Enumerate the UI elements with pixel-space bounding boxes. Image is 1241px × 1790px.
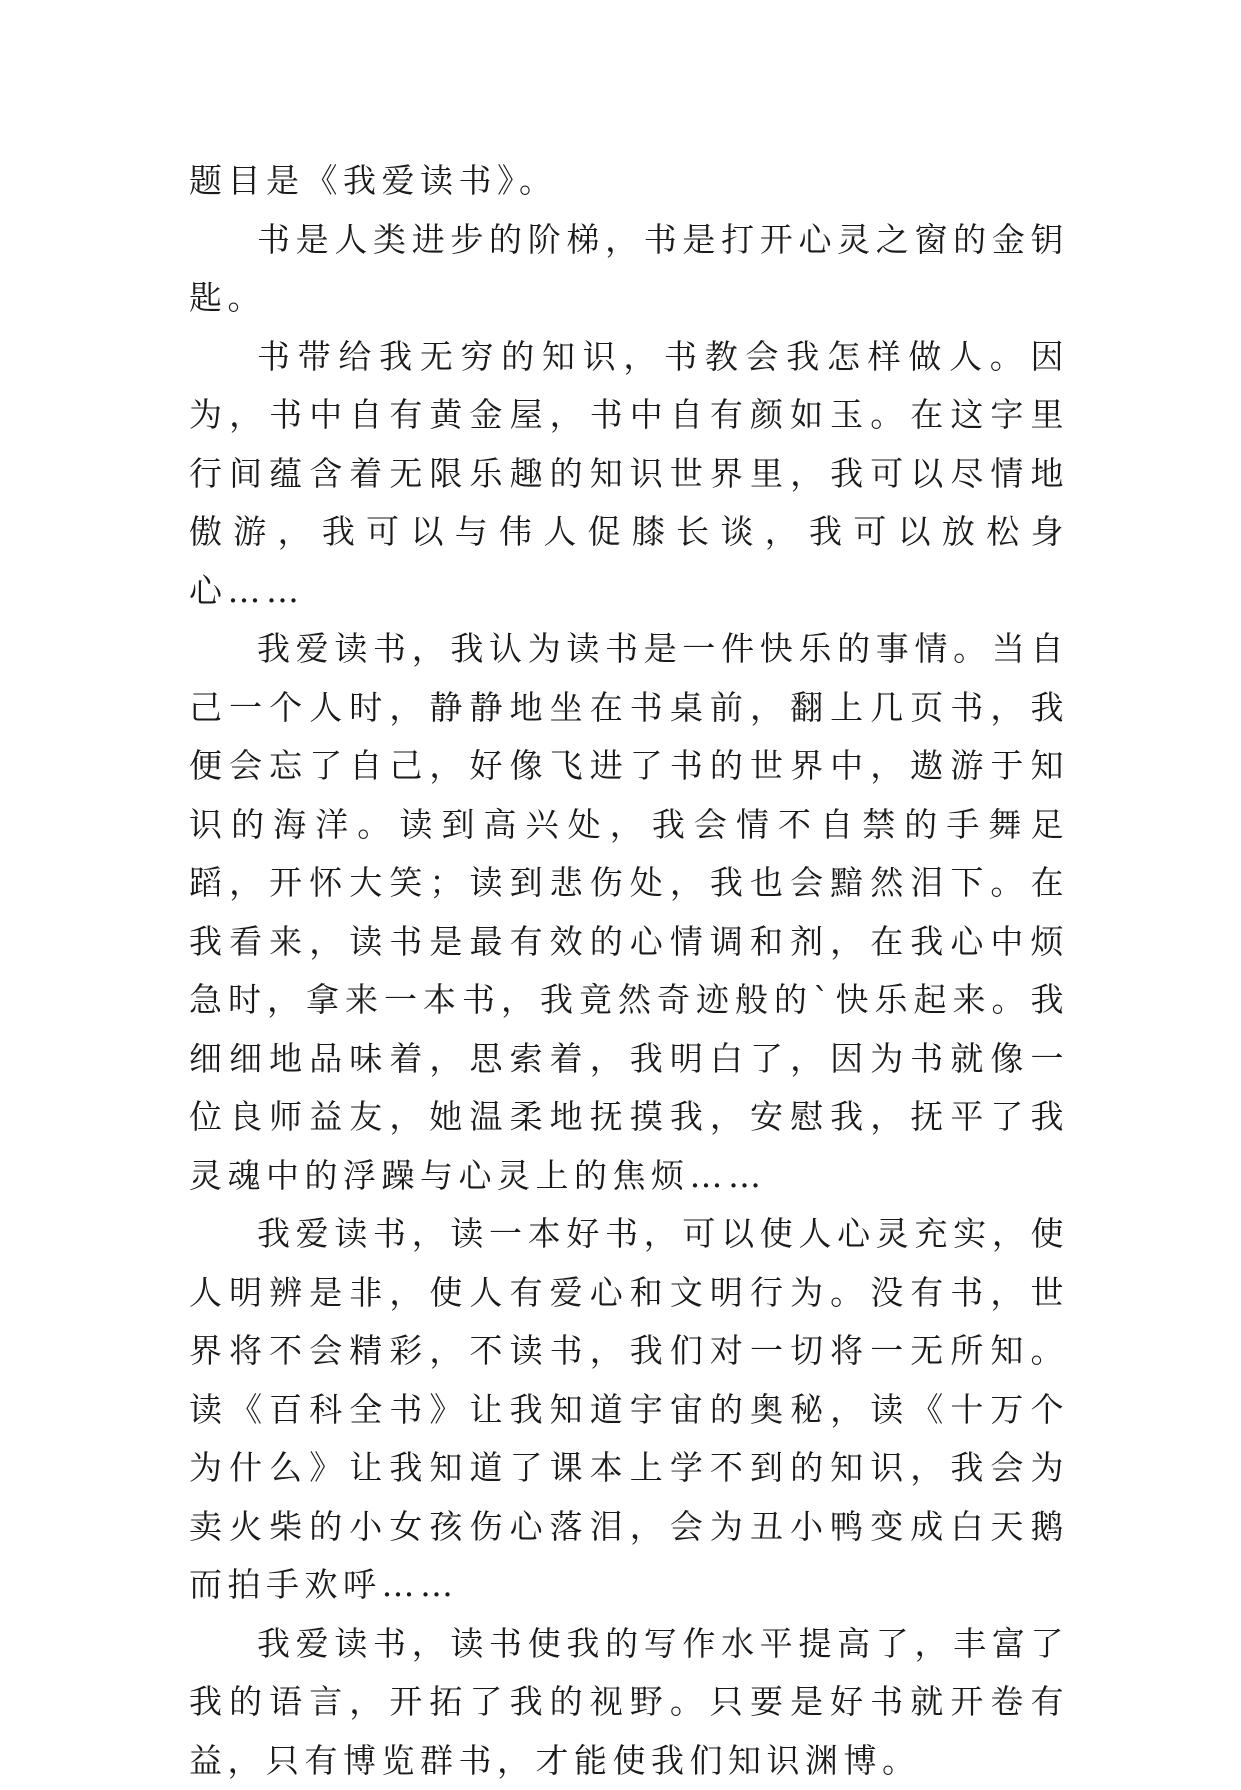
essay-body <box>189 152 1069 1790</box>
paragraph: 书是人类进步的阶梯，书是打开心灵之窗的金钥匙。 <box>189 211 1069 328</box>
paragraph: 我爱读书，读书使我的写作水平提高了，丰富了我的语言，开拓了我的视野。只要是好书就开卷有益，只有博览群书，才能使我们知识渊博。 <box>189 1615 1069 1790</box>
paragraph: 我爱读书，我认为读书是一件快乐的事情。当自己一个人时，静静地坐在书桌前，翻上几页书，我便会忘了自己，好像飞进了书的世界中，遨游于知识的海洋。读到高兴处，我会情不自禁的手舞足蹈，开怀大笑；读到悲伤处，我也会黯然泪下。在我看来，读书是最有效的心情调和剂，在我心中烦急时，拿来一本书，我竟然奇迹般的`快乐起来。我细细地品味着，思索着，我明白了，因为书就像一位良师益友，她温柔地抚摸我，安慰我，抚平了我灵魂中的浮躁与心灵上的焦烦…… <box>189 620 1069 1205</box>
essay-title-line: 题目是《我爱读书》。 <box>189 152 1069 211</box>
paragraph: 我爱读书，读一本好书，可以使人心灵充实，使人明辨是非，使人有爱心和文明行为。没有书，世界将不会精彩，不读书，我们对一切将一无所知。读《百科全书》让我知道宇宙的奥秘，读《十万个为什么》让我知道了课本上学不到的知识，我会为卖火柴的小女孩伤心落泪，会为丑小鸭变成白天鹅而拍手欢呼…… <box>189 1205 1069 1615</box>
paragraph: 书带给我无穷的知识，书教会我怎样做人。因为，书中自有黄金屋，书中自有颜如玉。在这字里行间蕴含着无限乐趣的知识世界里，我可以尽情地傲游，我可以与伟人促膝长谈，我可以放松身心…… <box>189 328 1069 621</box>
